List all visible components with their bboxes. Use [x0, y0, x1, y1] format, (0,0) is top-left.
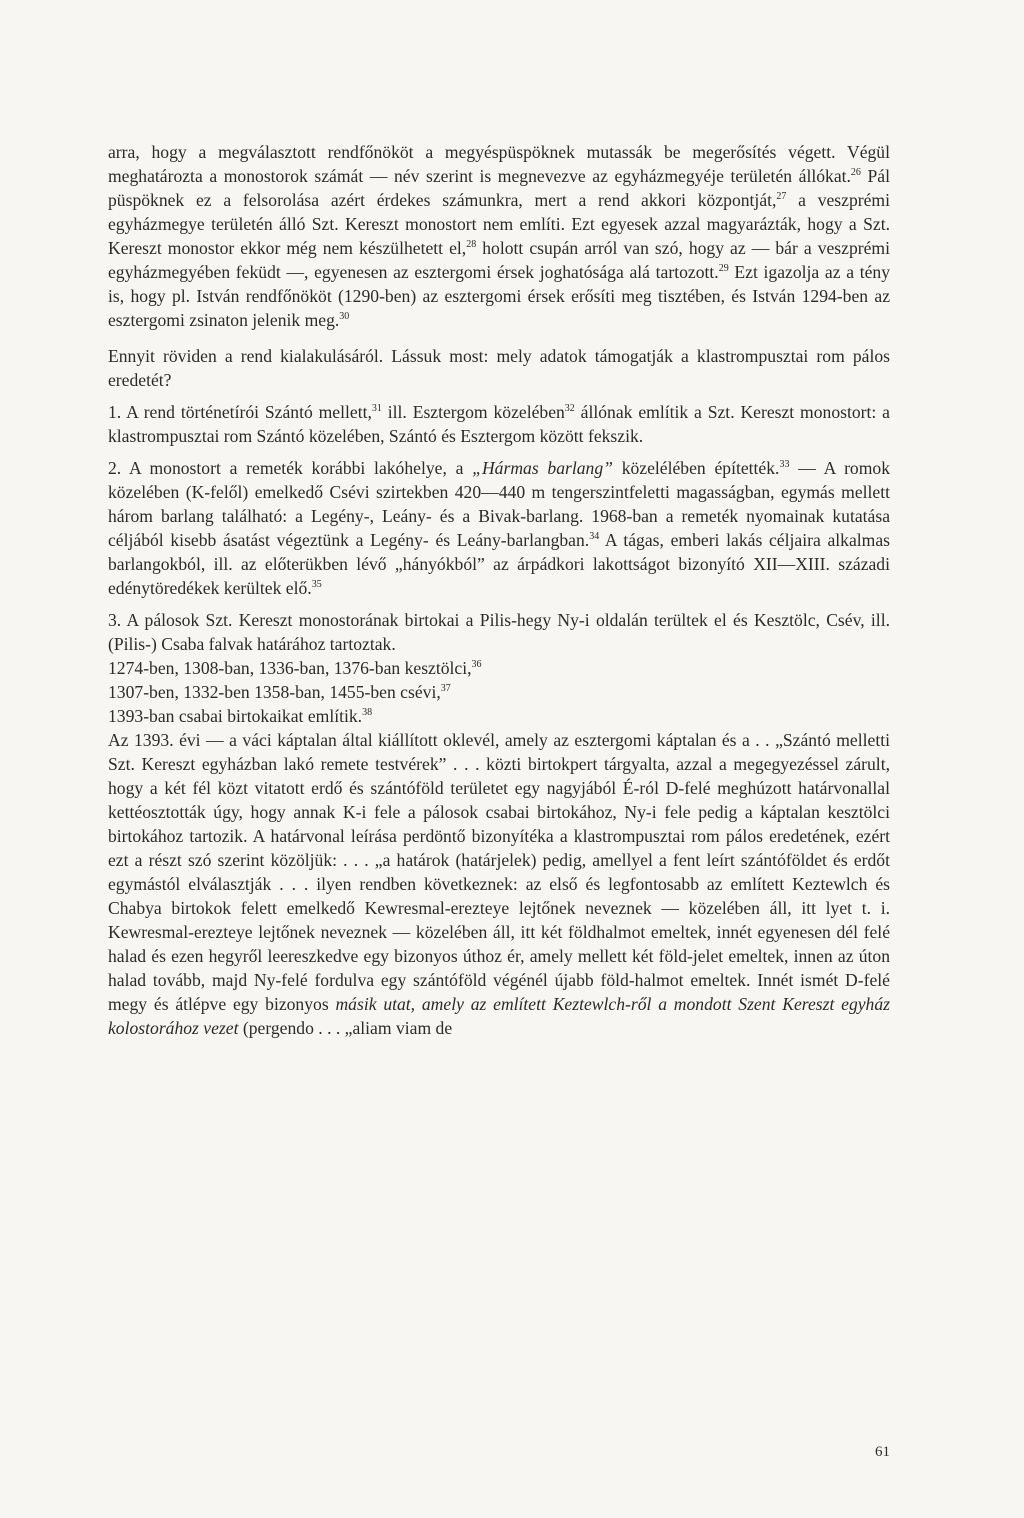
paragraph-p9: Az 1393. évi — a váci káptalan által kiállított oklevél, amely az esztergomi káptalan és a . . „Szántó melletti Szt. Kereszt egyházban lakó remete testvérek” . . . közti birtokpert tárgyalta, azzal a megegyezéssel zárult, hogy a két fél közt vitatott erdő és szántóföld területet egy nagyjából É-ról D-felé meghúzott határvonallal kettéosztották úgy, hogy annak K-i fele a pálosok csabai birtokához, Ny-i fele pedig a káptalan kesztölci birtokához tartozik. A határvonal leírása perdöntő bizonyítéka a klastrompusztai rom pálos eredetének, ezért ezt a részt szó szerint közöljük: . . . „a határok (határjelek) pedig, amellyel a fent leírt szántóföldet és erdőt egymástól elválasztják . . . ilyen rendben következnek: az első és legfontosabb az említett Keztewlch és Chabya birtokok felett emelkedő Kewresmal-erezteye lejtőnek neveznek — közelében áll, itt lyet t. i. Kewresmal-erezteye lejtőnek neveznek — közelében áll, itt két földhalmot emeltek, innét egyenesen dél felé halad és ezen hegyről leereszkedve egy bizonyos úthoz ér, amely mellett két föld-jelet emeltek, innen az úton halad tovább, majd Ny-felé fordulva egy szántóföld végénél újabb föld-halmot emeltek. Innét ismét D-felé megy és átlépve egy bizonyos másik utat, amely az említett Keztewlch-ről a mondott Szent Kereszt egyház kolostorához vezet (pergendo . . . „aliam viam de [108, 730, 890, 1038]
body-text [108, 140, 890, 1048]
paragraph-p1: arra, hogy a megválasztott rendfőnököt a megyéspüspöknek mutassák be megerősítés végett. Végül meghatározta a monostorok számát — név szerint is megnevezve az egyházmegyéje területén állókat.$^{26}$ Pál püspöknek ez a felsorolása azért érdekes számunkra, mert a rend akkori központját,$^{27}$ a veszprémi egyházmegye területén álló Szt. Kereszt monostort nem említi. Ezt egyesek azzal magyarázták, hogy a Szt. Kereszt monostor ekkor még nem készülhetett el,$^{28}$ holott csupán arról van szó, hogy az — bár a veszprémi egyházmegyében feküdt —, egyenesen az esztergomi érsek joghatósága alá tartozott.$^{29}$ Ezt igazolja az a tény is, hogy pl. István rendfőnököt (1290-ben) az esztergomi érsek erősíti meg tisztében, és István 1294-ben az esztergomi zsinaton jelenik meg.$^{30}$ [108, 142, 891, 330]
paragraph-p3: 1. A rend történetírói Szántó mellett,$^{31}$ ill. Esztergom közelében$^{32}$ állónak említik a Szt. Kereszt monostort: a klastrompusztai rom Szántó közelében, Szántó és Esztergom között fekszik. [108, 402, 890, 446]
list-line-kesztolc: 1274-ben, 1308-ban, 1336-ban, 1376-ban kesztölci,$^{36}$ [108, 658, 482, 678]
list-line-csaba: 1393-ban csabai birtokaikat említik.$^{38}$ [108, 706, 373, 726]
list-line-csev: 1307-ben, 1332-ben 1358-ban, 1455-ben csévi,$^{37}$ [108, 682, 451, 702]
paragraph-p4: 2. A monostort a remeték korábbi lakóhelye, a „Hármas barlang” közelélében építették.$^{33}$ — A romok közelében (K-felől) emelkedő Csévi szirtekben 420—440 m tengerszintfeletti magasságban, egymás mellett három barlang található: a Legény-, Leány- és a Bivak-barlang. 1968-ban a remeték nyomainak kutatása céljából kisebb ásatást végeztünk a Legény- és Leány-barlangban.$^{34}$ A tágas, emberi lakás céljaira alkalmas barlangokból, ill. az előterükben lévő „hányókból” az árpádkori lakottságot bizonyító XII—XIII. századi edénytöredékek kerültek elő.$^{35}$ [108, 458, 890, 598]
page-number: 61 [875, 1444, 890, 1460]
paragraph-p2: Ennyit röviden a rend kialakulásáról. Lássuk most: mely adatok támogatják a klastrompusztai rom pálos eredetét? [108, 346, 890, 390]
paragraph-p5: 3. A pálosok Szt. Kereszt monostorának birtokai a Pilis-hegy Ny-i oldalán terültek el és Kesztölc, Csév, ill. (Pilis-) Csaba falvak határához tartoztak. [108, 610, 890, 654]
